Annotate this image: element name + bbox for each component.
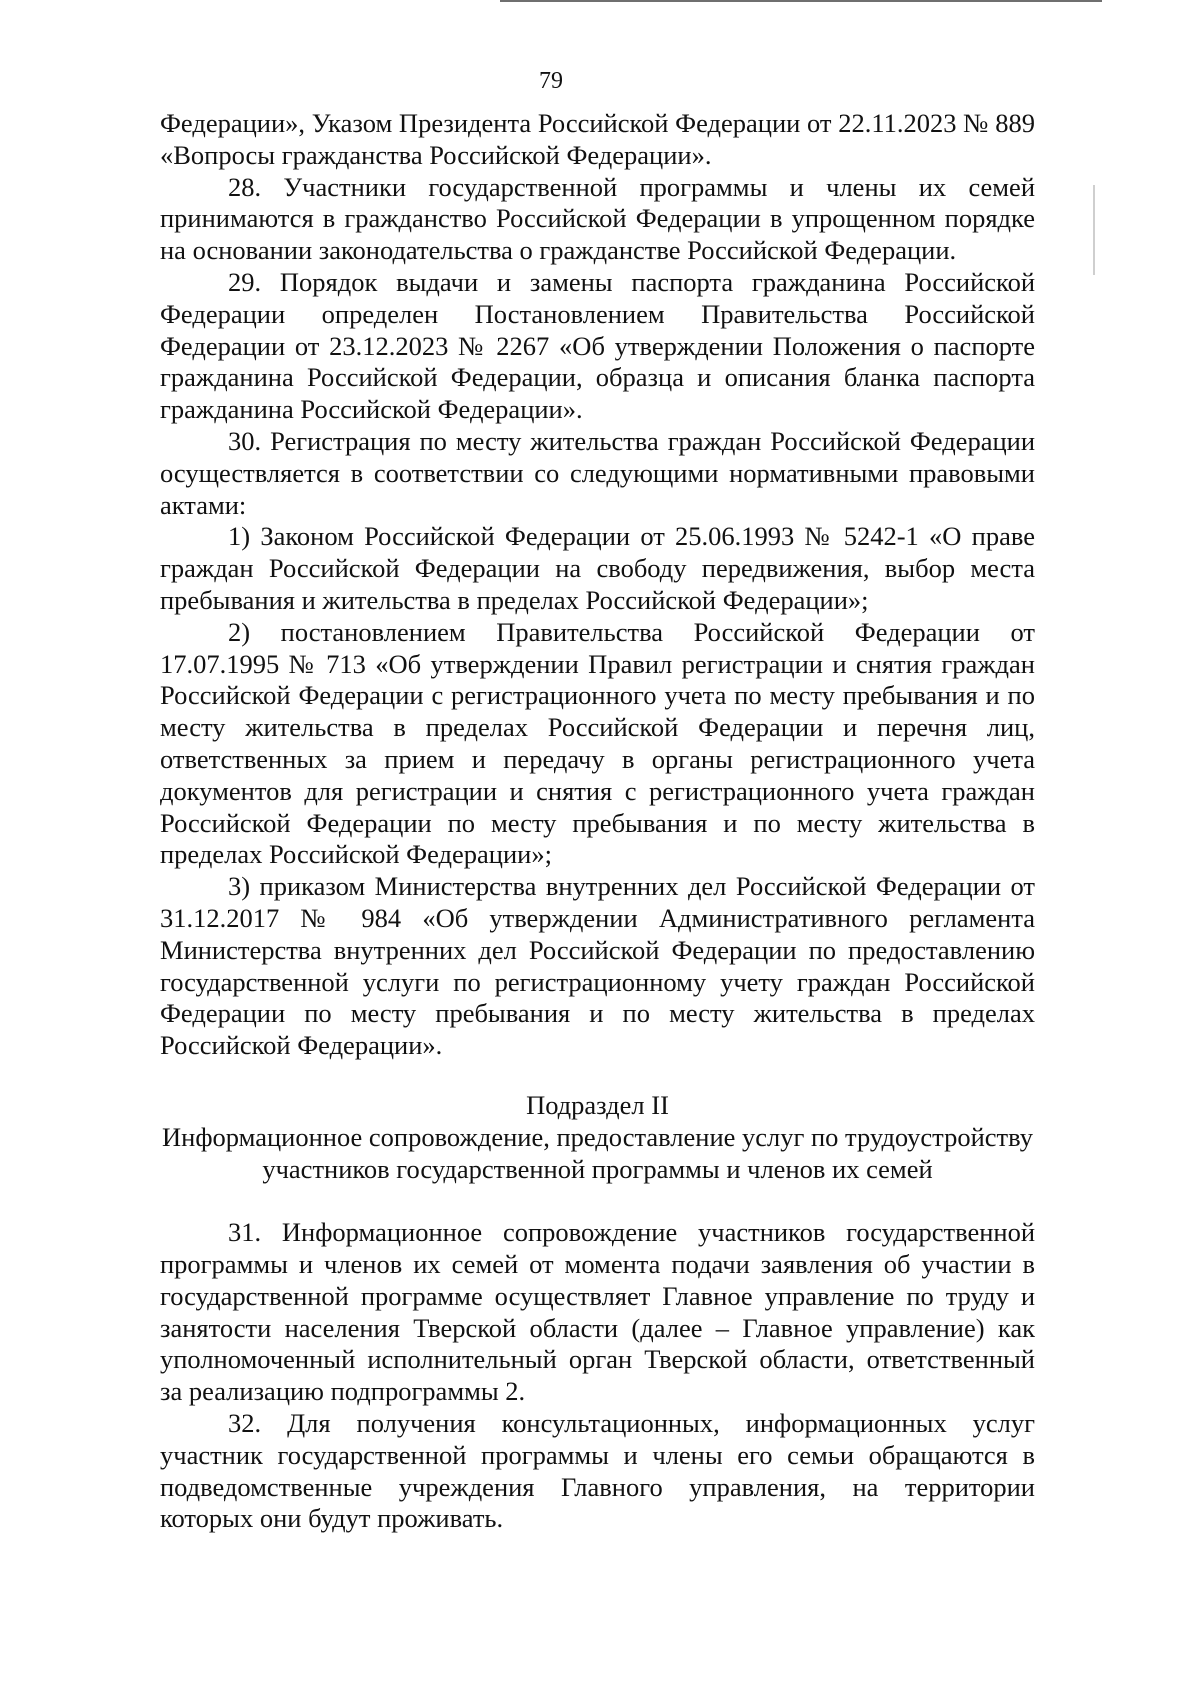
paragraph-continuation: Федерации», Указом Президента Российской Федерации от 22.11.2023 № 889 «Вопросы гражданства Российской Федерации». <box>160 108 1035 170</box>
subsection-number: Подраздел II <box>526 1089 669 1120</box>
list-item-2: 2) постановлением Правительства Российской Федерации от 17.07.1995 № 713 «Об утверждении Правил регистрации и снятия граждан Российской Федерации с регистрационного учета по месту пребывания и по месту жительства в пределах Российской Федерации и перечня лиц, ответственных за прием и передачу в органы регистрационного учета документов для регистрации и снятия с регистрационного учета граждан Российской Федерации по месту пребывания и по месту жительства в пределах Российской Федерации»; <box>160 616 1035 870</box>
paragraph-31: 31. Информационное сопровождение участников государственной программы и членов их семей от момента подачи заявления об участии в государственной программе осуществляет Главное управление по труду и занятости населения Тверской области (далее – Главное управление) как уполномоченный исполнительный орган Тверской области, ответственный за реализацию подпрограммы 2. <box>160 1217 1035 1407</box>
page-number: 79 <box>539 68 563 94</box>
list-item-1: 1) Законом Российской Федерации от 25.06.1993 № 5242-1 «О праве граждан Российской Федерации на свободу передвижения, выбор места пребывания и жительства в пределах Российской Федерации»; <box>160 521 1035 615</box>
scan-margin-mark <box>1093 185 1095 275</box>
list-item-3: 3) приказом Министерства внутренних дел Российской Федерации от 31.12.2017 № 984 «Об утверждении Административного регламента Министерства внутренних дел Российской Федерации по предоставлению государственной услуги по регистрационному учету граждан Российской Федерации по месту пребывания и по месту жительства в пределах Российской Федерации». <box>160 871 1035 1061</box>
paragraph-30: 30. Регистрация по месту жительства граждан Российской Федерации осуществляется в соответствии со следующими нормативными правовыми актами: <box>160 425 1035 520</box>
paragraph-29: 29. Порядок выдачи и замены паспорта гражданина Российской Федерации определен Постановлением Правительства Российской Федерации от 23.12.2023 № 2267 «Об утверждении Положения о паспорте гражданина Российской Федерации, образца и описания бланка паспорта гражданина Российской Федерации». <box>160 266 1035 425</box>
subsection-title-line-1: Информационное сопровождение, предоставление услуг по трудоустройству <box>162 1121 1033 1152</box>
scan-edge-line <box>500 0 1102 2</box>
paragraph-32: 32. Для получения консультационных, информационных услуг участник государственной программы и члены его семьи обращаются в подведомственные учреждения Главного управления, на территории которых они будут проживать. <box>160 1408 1035 1534</box>
document-body <box>160 108 1035 1535</box>
paragraph-28: 28. Участники государственной программы и члены их семей принимаются в гражданство Российской Федерации в упрощенном порядке на основании законодательства о гражданстве Российской Федерации. <box>160 171 1035 266</box>
subsection-title-line-2: участников государственной программы и членов их семей <box>262 1153 933 1184</box>
